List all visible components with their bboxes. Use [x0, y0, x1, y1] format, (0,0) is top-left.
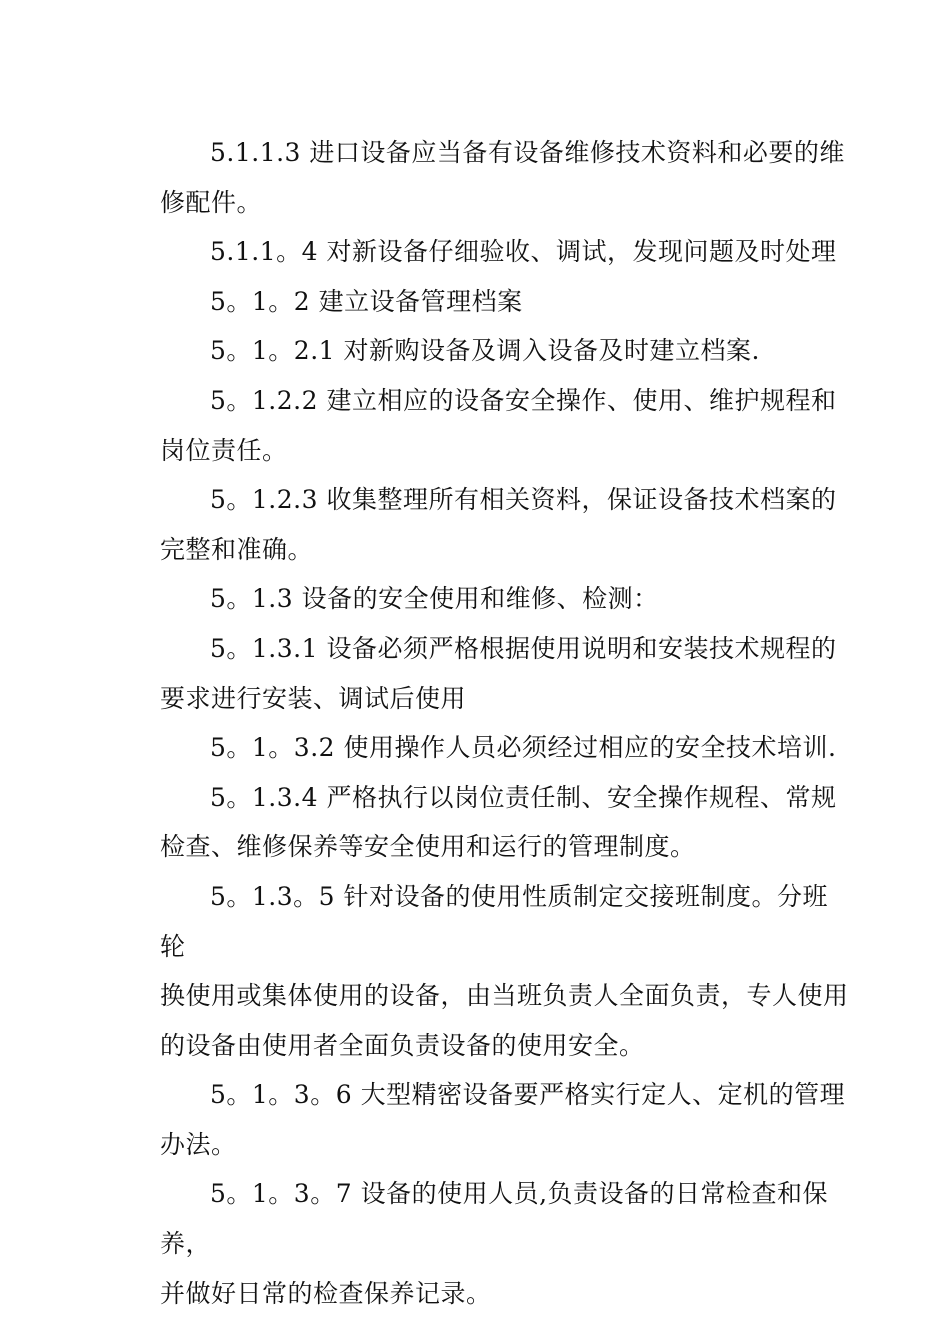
paragraph-line: 5。1。2 建立设备管理档案 [210, 286, 523, 316]
paragraph-line: 办法。 [160, 1129, 237, 1159]
paragraph-line: 5。1。3。6 大型精密设备要严格实行定人、定机的管理 [210, 1080, 846, 1110]
paragraph-line: 5。1.2.3 收集整理所有相关资料，保证设备技术档案的 [210, 485, 837, 515]
paragraph-line: 5。1.2.2 建立相应的设备安全操作、使用、维护规程和 [210, 385, 837, 415]
paragraph-5-1-1-3 [160, 128, 850, 227]
paragraph-line: 5。1。3.2 使用操作人员必须经过相应的安全技术培训. [210, 733, 837, 763]
paragraph-line: 要求进行安装、调试后使用 [160, 683, 467, 713]
heading-5-1-2 [160, 277, 850, 327]
paragraph-5-1-2-2 [160, 376, 850, 475]
paragraph-line: 5。1.3.4 严格执行以岗位责任制、安全操作规程、常规 [210, 782, 837, 812]
paragraph-line: 的设备由使用者全面负责设备的使用安全。 [160, 1030, 645, 1060]
paragraph-line: 并做好日常的检查保养记录。 [160, 1278, 492, 1308]
paragraph-5-1-3-4 [160, 773, 850, 872]
paragraph-5-1-3-1 [160, 624, 850, 723]
paragraph-5-1-3-7 [160, 1169, 850, 1318]
paragraph-line: 5。1.3。5 针对设备的使用性质制定交接班制度。分班轮 [160, 881, 829, 961]
paragraph-line: 检查、维修保养等安全使用和运行的管理制度。 [160, 832, 696, 862]
paragraph-line: 5。1.3.1 设备必须严格根据使用说明和安装技术规程的 [210, 633, 837, 663]
paragraph-5-1-1-4 [160, 227, 850, 277]
paragraph-5-1-2-3 [160, 475, 850, 574]
document-body [160, 128, 850, 1318]
paragraph-line: 修配件。 [160, 187, 263, 217]
paragraph-line: 岗位责任。 [160, 435, 288, 465]
paragraph-5-1-2-1 [160, 326, 850, 376]
paragraph-5-1-3-5 [160, 872, 850, 1070]
paragraph-line: 完整和准确。 [160, 534, 314, 564]
paragraph-line: 5。1。3。7 设备的使用人员,负责设备的日常检查和保养， [160, 1179, 829, 1259]
heading-5-1-3 [160, 574, 850, 624]
paragraph-line: 换使用或集体使用的设备，由当班负责人全面负责，专人使用 [160, 981, 849, 1011]
paragraph-line: 5.1.1.3 进口设备应当备有设备维修技术资料和必要的维 [210, 138, 845, 167]
paragraph-5-1-3-2 [160, 723, 850, 773]
paragraph-line: 5。1.3 设备的安全使用和维修、检测： [210, 584, 659, 614]
paragraph-5-1-3-6 [160, 1070, 850, 1169]
paragraph-line: 5。1。2.1 对新购设备及调入设备及时建立档案. [210, 336, 760, 366]
paragraph-line: 5.1.1。4 对新设备仔细验收、调试，发现问题及时处理 [210, 237, 837, 267]
